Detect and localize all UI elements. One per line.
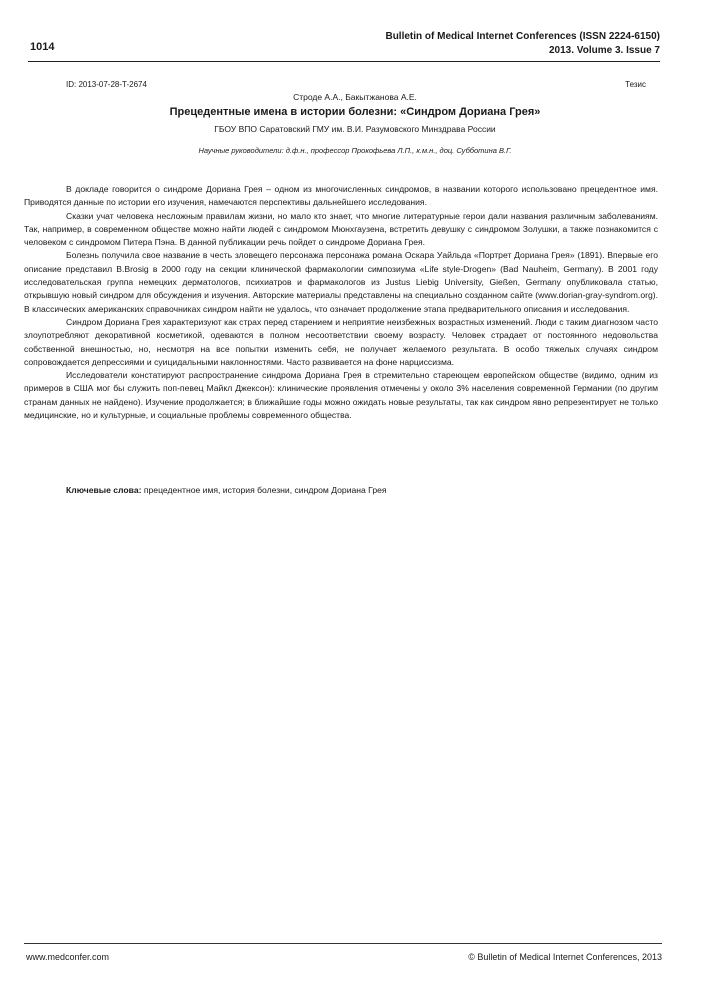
footer-copyright: © Bulletin of Medical Internet Conferences, 2013 [468, 952, 662, 962]
article-keywords [66, 485, 658, 495]
article-body [24, 183, 658, 422]
article-authors: Строде А.А., Бакытжанова А.Е. [293, 92, 417, 102]
article-institution: ГБОУ ВПО Саратовский ГМУ им. В.И. Разумовского Минздрава России [214, 124, 496, 134]
journal-header [300, 30, 660, 58]
body-paragraph: В докладе говорится о синдроме Дориана Грея – одном из многочисленных синдромов, в названии которого использовано прецедентное имя. Приводятся данные по истории его изучения, намечаются перспективы дальнейшего исследования. [24, 184, 658, 208]
keywords-label: Ключевые слова: [66, 485, 142, 495]
article-title: Прецедентные имена в истории болезни: «Синдром Дориана Грея» [169, 106, 541, 118]
journal-title: Bulletin of Medical Internet Conferences (ISSN 2224-6150) [385, 31, 660, 42]
article-id: ID: 2013-07-28-T-2674 [66, 80, 147, 89]
header-divider [28, 61, 660, 62]
body-paragraph: Болезнь получила свое название в честь зловещего персонажа персонажа романа Оскара Уайльда «Портрет Дориана Грея» (1891). Впервые его описание представил B.Brosig в 2000 году на секции клинической фармакологии симпозиума «Life style-Drogen» (Bad Nauheim, Germany). В 2001 году исследовательская группа немецких дерматологов, психиатров и фармакологов из Justus Liebig University, Gießen, Germany опубликовала статью, открывшую новый синдром для обсуждения и изучения. Авторские материалы представлены на специально созданном сайте (www.dorian-gray-syndrom.org). В классических американских справочниках синдром найти не удалось, что означает продолжение этапа предварительного описания и исследования. [24, 250, 658, 314]
article-meta [66, 80, 646, 89]
article-supervisors: Научные руководители: д.ф.н., профессор Прокофьева Л.П., к.м.н., доц. Субботина В.Г. [198, 146, 512, 155]
body-paragraph: Исследователи констатируют распространение синдрома Дориана Грея в стремительно стареющем европейском обществе (видимо, одним из примеров в США мог бы служить поп-певец Майкл Джексон): клинические проявления отмечены у около 3% населения современной Германии (по другим странам данных не найдено). Изучение продолжается; в ближайшие годы можно ожидать новые результаты, так как синдром явно репрезентирует не только медицинские, но и культурные, и социальные проблемы современного общества. [24, 370, 658, 421]
body-paragraph: Синдром Дориана Грея характеризуют как страх перед старением и неприятие неизбежных возрастных изменений. Люди с таким диагнозом часто злоупотребляют декоративной косметикой, одеваются в полном несоответствии своему возрасту. Человек страдает от постоянного недовольства собственной внешностью, но, несмотря на все попытки изменить себя, не получает желаемого результата. В особо тяжелых случаях синдром сопровождается депрессиями и суицидальными наклонностями. Часто развивается на фоне нарциссизма. [24, 316, 658, 367]
body-paragraph: Сказки учат человека несложным правилам жизни, но мало кто знает, что многие литературные герои дали названия различным заболеваниям. Так, например, в современном обществе можно найти людей с синдромом Мюнхгаузена, встретить девушку с синдромом Золушки, а также познакомится с человеком с синдромом Питера Пэна. В данной публикации речь пойдет о синдроме Дориана Грея. [24, 210, 658, 248]
article-type: Тезис [625, 80, 646, 89]
journal-issue: 2013. Volume 3. Issue 7 [549, 45, 660, 56]
keywords-list: прецедентное имя, история болезни, синдром Дориана Грея [141, 485, 387, 495]
footer-website: www.medconfer.com [26, 952, 110, 962]
footer-divider [24, 943, 662, 944]
page-number: 1014 [30, 41, 55, 53]
